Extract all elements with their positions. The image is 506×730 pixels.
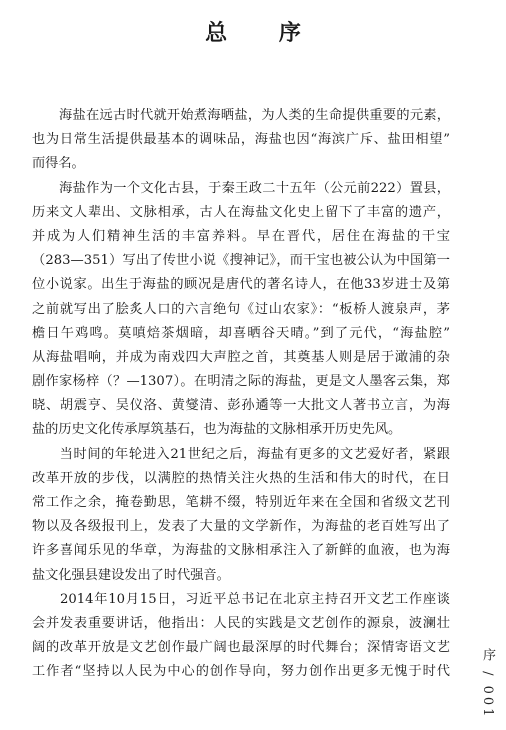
- text-line: 物以及各级报刊上，发表了大量的文学新作，为海盐的老百姓写出了: [32, 519, 450, 535]
- text-line: 阔的改革开放是文艺创作最广阔也最深厚的时代舞台；深情寄语文艺: [32, 640, 450, 656]
- text-line: 常工作之余，掩卷勤思，笔耕不缀，特别近年来在全国和省级文艺刊: [32, 495, 450, 510]
- text-line: 会并发表重要讲话，他指出：人民的实践是文艺创作的源泉，波澜壮: [32, 615, 450, 631]
- text-line: 盐的历史文化传承厚筑基石，也为海盐的文脉相承开历史先风。: [32, 422, 402, 438]
- text-line: 位小说家。出生于海盐的顾况是唐代的著名诗人，在他33岁进士及第: [32, 277, 450, 293]
- text-line: 海盐作为一个文化古县，于秦王政二十五年（公元前222）置县，: [32, 180, 450, 196]
- text-line: 剧作家杨梓（？—1307）。在明清之际的海盐，更是文人墨客云集，郑: [32, 374, 450, 390]
- page-number-mark: 序 / 001: [480, 648, 495, 720]
- text-line: 檐日午鸡鸣。莫嗔焙茶烟暗，却喜晒谷天晴。”到了元代，“海盐腔”: [32, 325, 450, 341]
- text-line: 盐文化强县建设发出了时代强音。: [32, 567, 230, 583]
- text-line: 从海盐唱响，并成为南戏四大声腔之首，其奠基人则是居于澉浦的杂: [32, 349, 450, 365]
- text-line: 而得名。: [32, 156, 85, 172]
- text-line: 历来文人辈出、文脉相承，古人在海盐文化史上留下了丰富的遗产，: [32, 204, 450, 220]
- text-line: 当时间的年轮进入21世纪之后，海盐有更多的文艺爱好者，紧跟: [32, 446, 450, 462]
- text-line: 晓、胡震亨、吴仪洛、黄燮清、彭孙遹等一大批文人著书立言，为海: [32, 398, 450, 414]
- text-line: 许多喜闻乐见的华章，为海盐的文脉相承注入了新鲜的血液，也为海: [32, 543, 450, 559]
- body-text: [32, 104, 450, 685]
- text-line: 工作者“坚持以人民为中心的创作导向，努力创作出更多无愧于时代: [32, 664, 450, 680]
- text-line: 并成为人们精神生活的丰富养料。早在晋代，居住在海盐的干宝: [32, 228, 450, 244]
- text-line: 海盐在远古时代就开始煮海晒盐，为人类的生命提供重要的元素，: [32, 108, 450, 123]
- text-line: 2014年10月15日，习近平总书记在北京主持召开文艺工作座谈: [32, 591, 450, 607]
- text-line: （283—351）写出了传世小说《搜神记》，而干宝也被公认为中国第一: [32, 253, 450, 269]
- text-line: 改革开放的步伐，以满腔的热情关注火热的生活和伟大的时代，在日: [32, 470, 450, 486]
- page-title: 总 序: [205, 21, 323, 46]
- text-line: 之前就写出了脍炙人口的六言绝句《过山农家》：“板桥人渡泉声，茅: [32, 301, 450, 317]
- text-line: 也为日常生活提供最基本的调味品，海盐也因“海滨广斥、盐田相望”: [32, 132, 450, 148]
